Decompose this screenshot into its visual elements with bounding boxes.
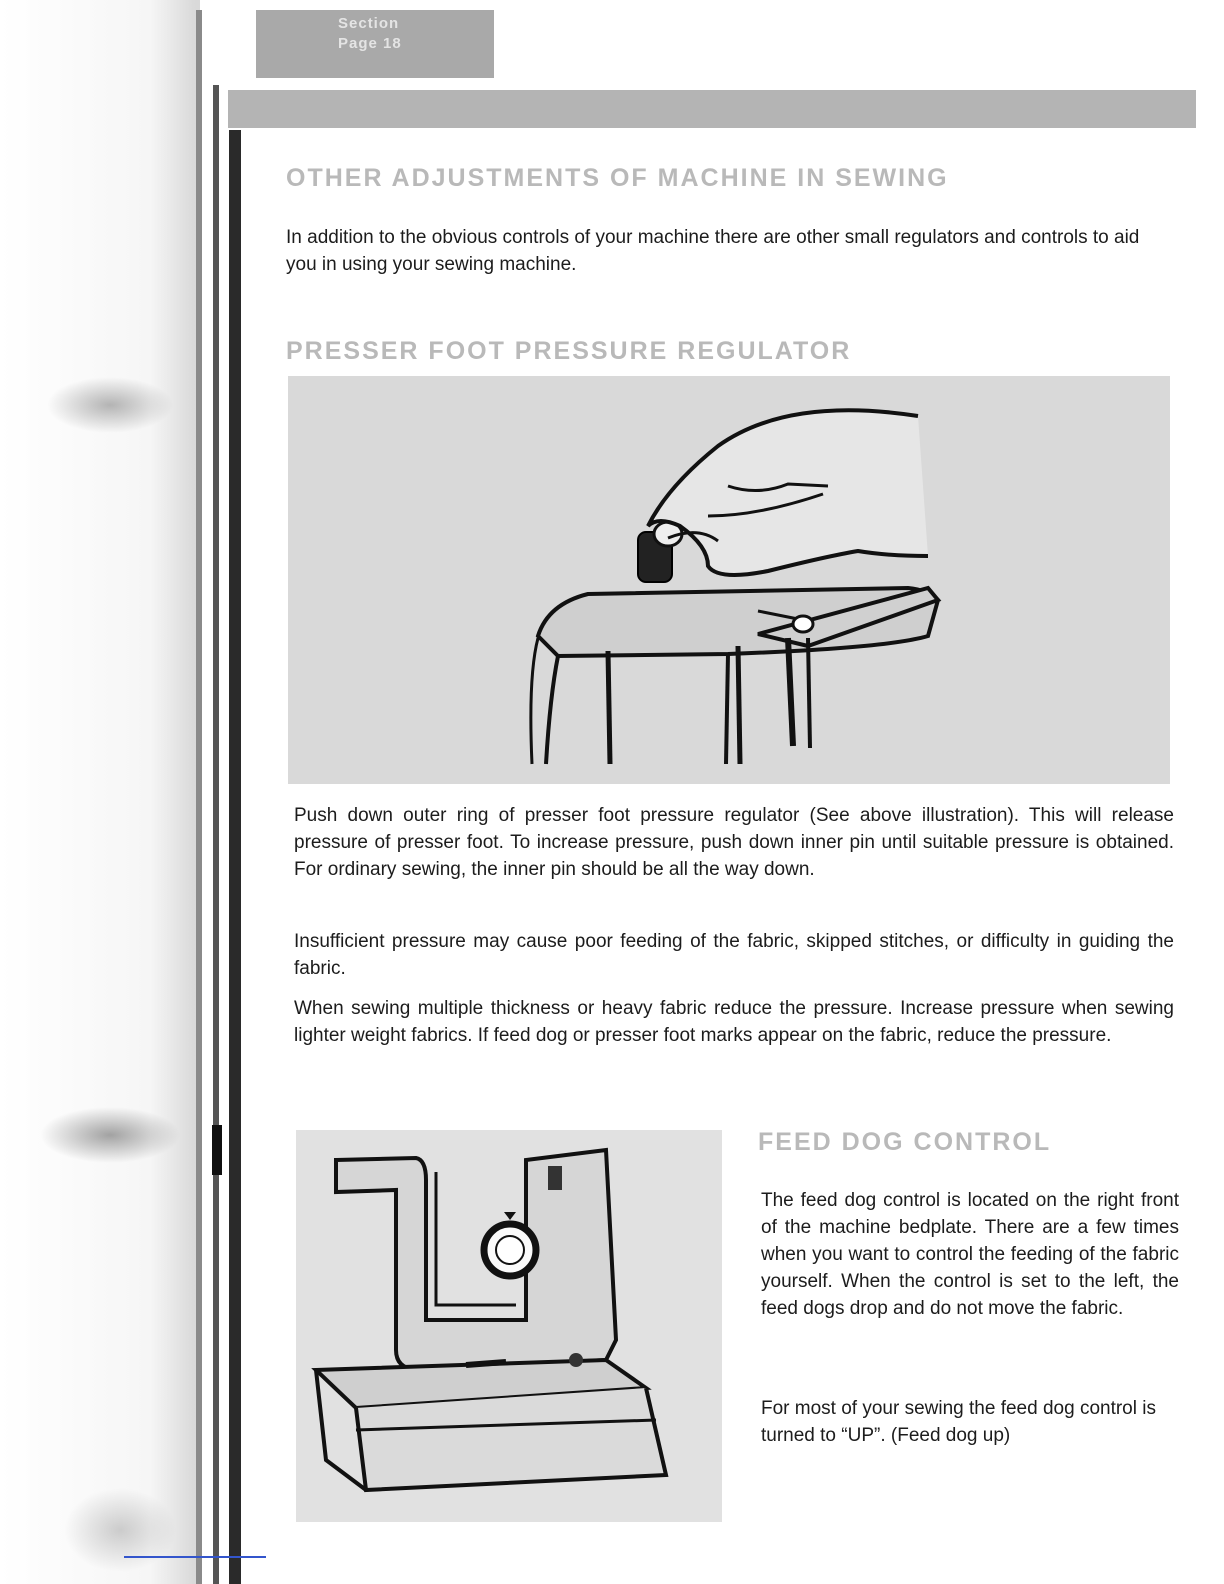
- presser-regulator-drawing: [288, 376, 1170, 784]
- header-bar: [228, 90, 1196, 128]
- section-tab: [256, 10, 494, 78]
- presser-regulator-heading: PRESSER FOOT PRESSURE REGULATOR: [286, 337, 852, 365]
- bottom-underline: [124, 1556, 266, 1558]
- feed-dog-drawing: [296, 1130, 722, 1522]
- presser-paragraph-1: Push down outer ring of presser foot pressure regulator (See above illustration). This will release pressure of presser foot. To increase pressure, push down inner pin until suitable pressure is obtained. For ordinary sewing, the inner pin should be all the way down.: [294, 805, 1174, 880]
- presser-paragraph-3: When sewing multiple thickness or heavy fabric reduce the pressure. Increase pressure when sewing lighter weight fabrics. If feed dog or presser foot marks appear on the fabric, reduce the pressure.: [294, 998, 1174, 1046]
- binding-edge: [213, 85, 219, 1584]
- binding-edge: [196, 10, 202, 1584]
- page-number: Page 18: [338, 35, 402, 52]
- binding-mark: [212, 1125, 222, 1175]
- section-title: OTHER ADJUSTMENTS OF MACHINE IN SEWING: [286, 164, 949, 192]
- feed-dog-paragraph-1: The feed dog control is located on the right front of the machine bedplate. There are a few times when you want to control the feeding of the fabric yourself. When the control is set to the left, the feed dogs drop and do not move the fabric.: [761, 1190, 1179, 1319]
- section-tab-label: Section: [338, 15, 400, 32]
- binding-shadow: [0, 0, 200, 1584]
- feed-dog-paragraph-2: For most of your sewing the feed dog control is turned to “UP”. (Feed dog up): [761, 1398, 1156, 1446]
- presser-regulator-illustration: [288, 376, 1170, 784]
- feed-dog-illustration: [296, 1130, 722, 1522]
- intro-paragraph: In addition to the obvious controls of your machine there are other small regulators and controls to aid you in using your sewing machine.: [286, 227, 1140, 275]
- presser-paragraph-2: Insufficient pressure may cause poor feeding of the fabric, skipped stitches, or difficulty in guiding the fabric.: [294, 931, 1174, 979]
- feed-dog-heading: FEED DOG CONTROL: [758, 1128, 1052, 1156]
- page-border: [229, 130, 241, 1584]
